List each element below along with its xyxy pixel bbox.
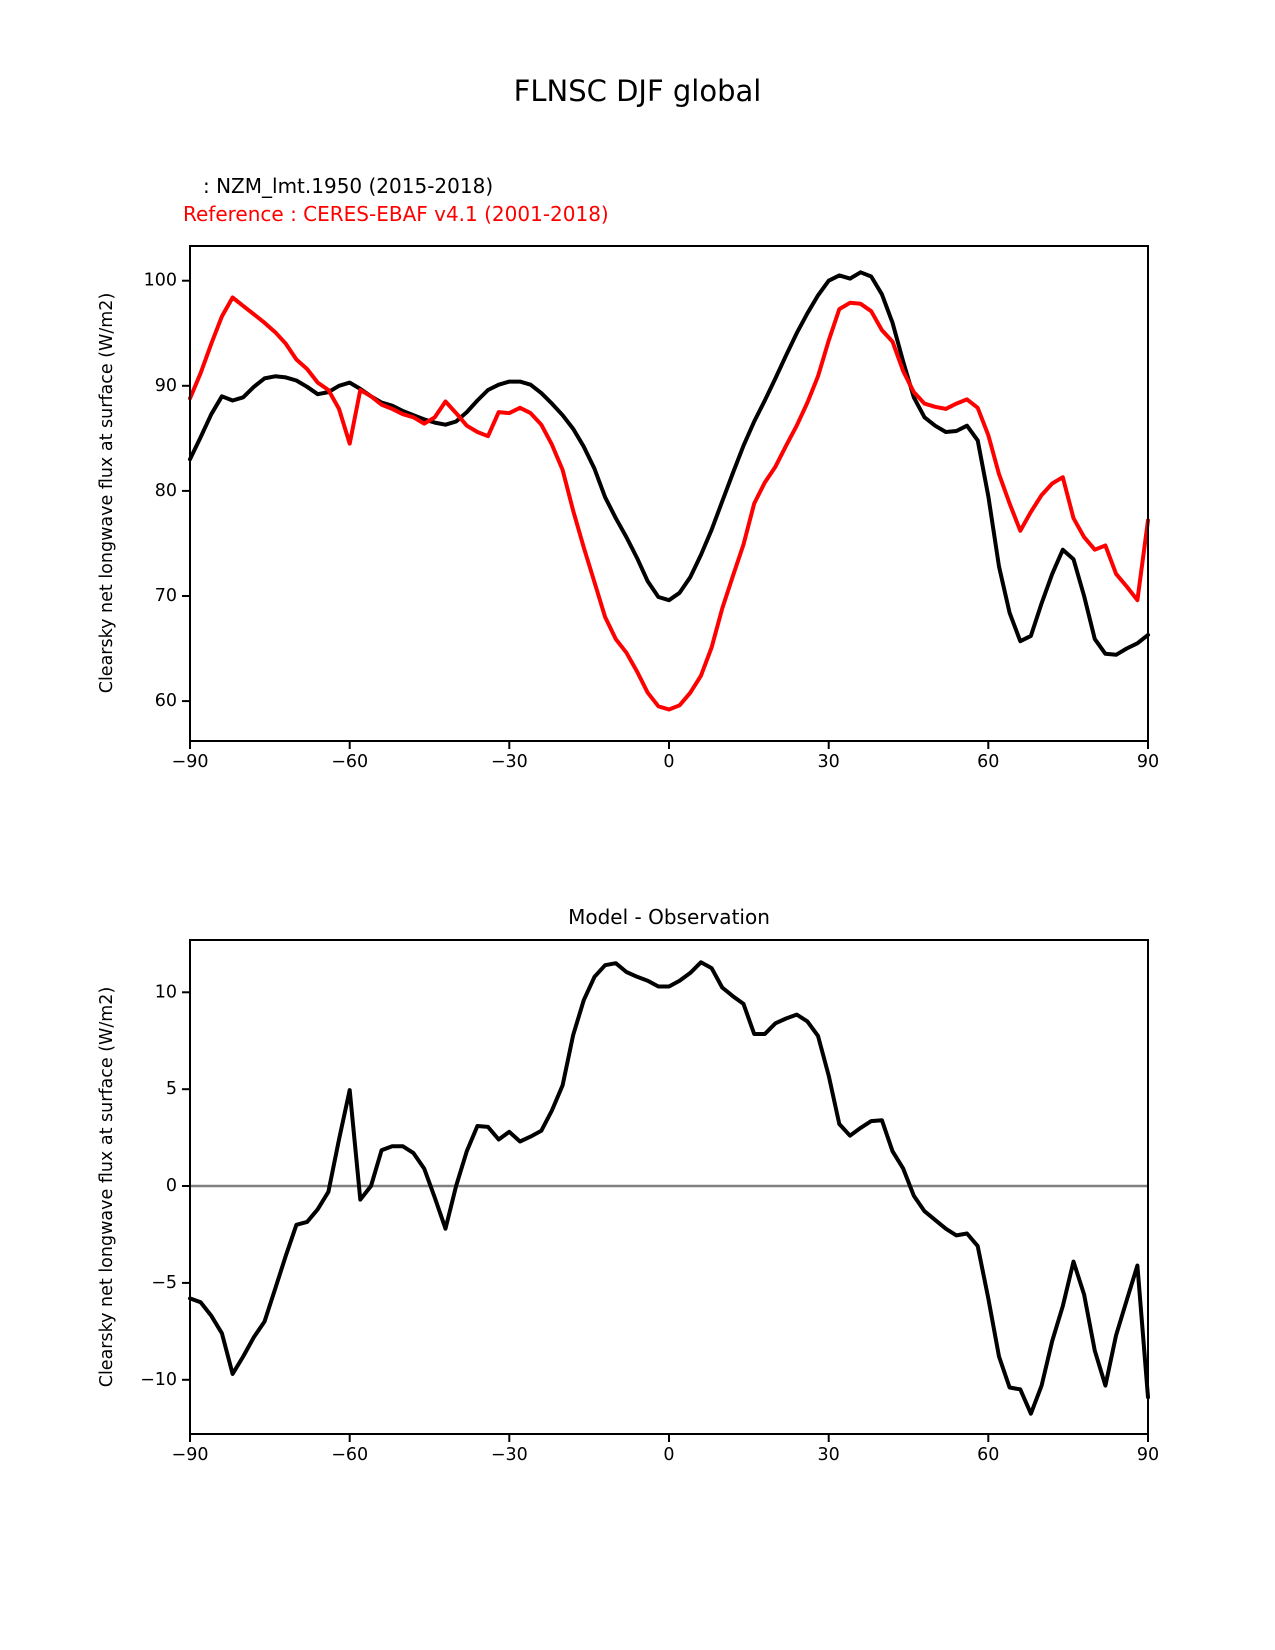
- top-chart-ylabel: Clearsky net longwave flux at surface (W/m2): [97, 292, 117, 694]
- x-tick-label: −30: [490, 1445, 528, 1465]
- y-tick-label: 60: [154, 691, 177, 712]
- x-tick-label: 30: [817, 1445, 840, 1465]
- legend-entry-model: : NZM_lmt.1950 (2015-2018): [203, 174, 494, 198]
- x-tick-label: −90: [171, 1445, 209, 1465]
- y-tick-label: −5: [151, 1272, 177, 1293]
- x-tick-label: −60: [331, 1445, 369, 1465]
- series-line-0: [190, 962, 1148, 1413]
- x-tick-label: 90: [1136, 752, 1160, 772]
- series-line-1: [190, 298, 1148, 710]
- series-line-0: [190, 272, 1148, 655]
- y-tick-label: 0: [165, 1176, 177, 1196]
- y-tick-label: 70: [154, 586, 177, 606]
- chart-0: [144, 246, 1160, 772]
- x-tick-label: −90: [171, 752, 209, 772]
- y-tick-label: 80: [154, 480, 177, 501]
- x-tick-label: −30: [490, 752, 528, 772]
- x-tick-label: 90: [1136, 1445, 1160, 1465]
- y-tick-label: 5: [165, 1079, 177, 1100]
- y-tick-label: 10: [154, 982, 177, 1003]
- x-tick-label: 60: [977, 1445, 1000, 1465]
- x-tick-label: −60: [331, 752, 369, 772]
- figure-title: FLNSC DJF global: [513, 74, 762, 108]
- y-tick-label: −10: [140, 1369, 177, 1390]
- x-tick-label: 30: [817, 752, 840, 772]
- y-tick-label: 100: [143, 270, 177, 291]
- chart-1: [140, 940, 1159, 1465]
- x-tick-label: 0: [663, 1445, 675, 1465]
- bottom-chart-ylabel: Clearsky net longwave flux at surface (W/m2): [97, 986, 117, 1388]
- legend-entry-reference: Reference : CERES-EBAF v4.1 (2001-2018): [183, 202, 609, 226]
- y-tick-label: 90: [154, 375, 177, 396]
- x-tick-label: 0: [663, 752, 675, 772]
- x-tick-label: 60: [977, 752, 1000, 772]
- bottom-chart-title: Model - Observation: [568, 905, 770, 929]
